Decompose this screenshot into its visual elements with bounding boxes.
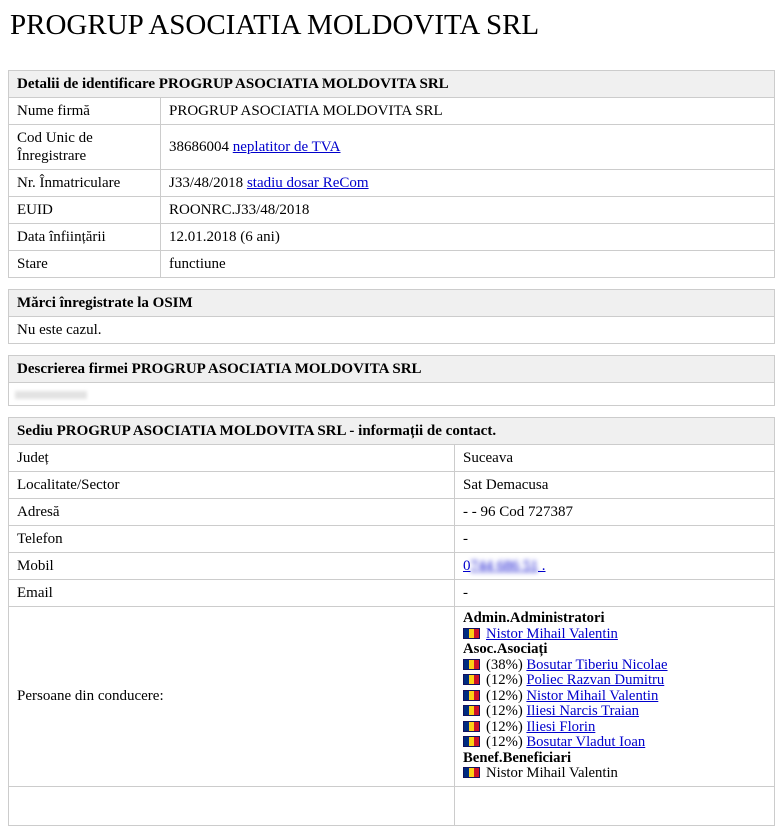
table-header-row xyxy=(9,71,775,98)
contact-table xyxy=(8,417,775,826)
share-percent: (38%) xyxy=(486,656,527,673)
row-label: Adresă xyxy=(9,499,455,526)
osim-body: Nu este cazul. xyxy=(9,317,775,344)
description-table xyxy=(8,355,775,406)
table-row xyxy=(9,607,775,787)
row-label: Mobil xyxy=(9,553,455,580)
person-line xyxy=(463,658,766,674)
table-row xyxy=(9,383,775,406)
row-label: Nume firmă xyxy=(9,98,161,125)
row-value: Sat Demacusa xyxy=(455,472,775,499)
table-row xyxy=(9,170,775,197)
phone-masked-digits: 744 686 51 xyxy=(470,558,538,574)
table-row xyxy=(9,197,775,224)
table-header-row xyxy=(9,356,775,383)
table-row xyxy=(9,224,775,251)
recom-status-link[interactable]: stadiu dosar ReCom xyxy=(246,175,369,191)
romania-flag-icon xyxy=(463,721,480,732)
person-line xyxy=(463,735,766,751)
row-label: Nr. Înmatriculare xyxy=(9,170,161,197)
table-row xyxy=(9,472,775,499)
management-group-heading: Benef.Beneficiari xyxy=(463,749,572,766)
row-value: - xyxy=(455,580,775,607)
romania-flag-icon xyxy=(463,767,480,778)
management-group-heading: Asoc.Asociați xyxy=(463,641,548,657)
table-row xyxy=(9,317,775,344)
table-row xyxy=(9,125,775,170)
table-row xyxy=(9,526,775,553)
person-line xyxy=(463,704,766,720)
table-row xyxy=(9,499,775,526)
row-value: Suceava xyxy=(455,445,775,472)
romania-flag-icon xyxy=(463,659,480,670)
romania-flag-icon xyxy=(463,674,480,685)
person-link[interactable]: Nistor Mihail Valentin xyxy=(486,625,618,642)
osim-table xyxy=(8,289,775,344)
share-percent: (12%) xyxy=(486,703,527,719)
contact-header: Sediu PROGRUP ASOCIATIA MOLDOVITA SRL - informații de contact. xyxy=(9,418,775,445)
share-percent: (12%) xyxy=(486,734,527,750)
management-list xyxy=(455,607,775,787)
vat-status-link[interactable]: neplatitor de TVA xyxy=(232,139,341,155)
person-line xyxy=(463,627,766,643)
table-row xyxy=(9,553,775,580)
management-group-heading: Admin.Administratori xyxy=(463,610,605,626)
row-value: PROGRUP ASOCIATIA MOLDOVITA SRL xyxy=(161,98,775,125)
row-value: - xyxy=(455,526,775,553)
page-title: PROGRUP ASOCIATIA MOLDOVITA SRL xyxy=(10,9,540,41)
description-header: Descrierea firmei PROGRUP ASOCIATIA MOLDOVITA SRL xyxy=(9,356,775,383)
romania-flag-icon xyxy=(463,705,480,716)
identification-header: Detalii de identificare PROGRUP ASOCIATIA MOLDOVITA SRL xyxy=(9,71,775,98)
row-value: functiune xyxy=(161,251,775,278)
cui-value: 38686004 xyxy=(169,139,233,155)
table-row xyxy=(9,251,775,278)
table-header-row xyxy=(9,418,775,445)
row-value xyxy=(455,786,775,825)
person-line xyxy=(463,720,766,736)
share-percent: (12%) xyxy=(486,718,527,735)
table-row xyxy=(9,445,775,472)
share-percent: (12%) xyxy=(486,687,527,704)
page xyxy=(0,6,783,790)
row-value: ROONRC.J33/48/2018 xyxy=(161,197,775,224)
romania-flag-icon xyxy=(463,736,480,747)
redacted-text-blur xyxy=(15,391,87,399)
person-line xyxy=(463,689,766,705)
row-value xyxy=(161,125,775,170)
person-link[interactable]: Iliesi Narcis Traian xyxy=(526,703,639,719)
management-label: Persoane din conducere: xyxy=(9,607,455,787)
romania-flag-icon xyxy=(463,628,480,639)
row-label: Județ xyxy=(9,445,455,472)
osim-header: Mărci înregistrate la OSIM xyxy=(9,290,775,317)
share-percent: (12%) xyxy=(486,672,527,688)
row-label: Stare xyxy=(9,251,161,278)
row-value: - - 96 Cod 727387 xyxy=(455,499,775,526)
row-label: Localitate/Sector xyxy=(9,472,455,499)
person-name: Nistor Mihail Valentin xyxy=(486,765,618,781)
person-link[interactable]: Poliec Razvan Dumitru xyxy=(526,672,665,688)
row-value xyxy=(455,553,775,580)
table-header-row xyxy=(9,290,775,317)
phone-suffix: . xyxy=(538,558,546,574)
row-label xyxy=(9,786,455,825)
person-line xyxy=(463,673,766,689)
row-value xyxy=(161,170,775,197)
reg-number-value: J33/48/2018 xyxy=(169,175,247,191)
identification-table xyxy=(8,70,775,278)
person-link[interactable]: Bosutar Tiberiu Nicolae xyxy=(526,656,668,673)
table-row xyxy=(9,786,775,825)
table-row xyxy=(9,580,775,607)
row-label: Telefon xyxy=(9,526,455,553)
mobile-phone-link[interactable] xyxy=(463,558,546,574)
row-label: Cod Unic de Înregistrare xyxy=(9,125,161,170)
phone-visible-digit: 0 xyxy=(463,558,471,574)
table-row xyxy=(9,98,775,125)
row-label: Data înființării xyxy=(9,224,161,251)
person-link[interactable]: Bosutar Vladut Ioan xyxy=(526,734,646,750)
description-body xyxy=(9,383,775,406)
row-label: EUID xyxy=(9,197,161,224)
row-value: 12.01.2018 (6 ani) xyxy=(161,224,775,251)
romania-flag-icon xyxy=(463,690,480,701)
row-label: Email xyxy=(9,580,455,607)
person-line xyxy=(463,766,766,782)
person-link[interactable]: Nistor Mihail Valentin xyxy=(526,687,659,704)
person-link[interactable]: Iliesi Florin xyxy=(526,718,596,735)
